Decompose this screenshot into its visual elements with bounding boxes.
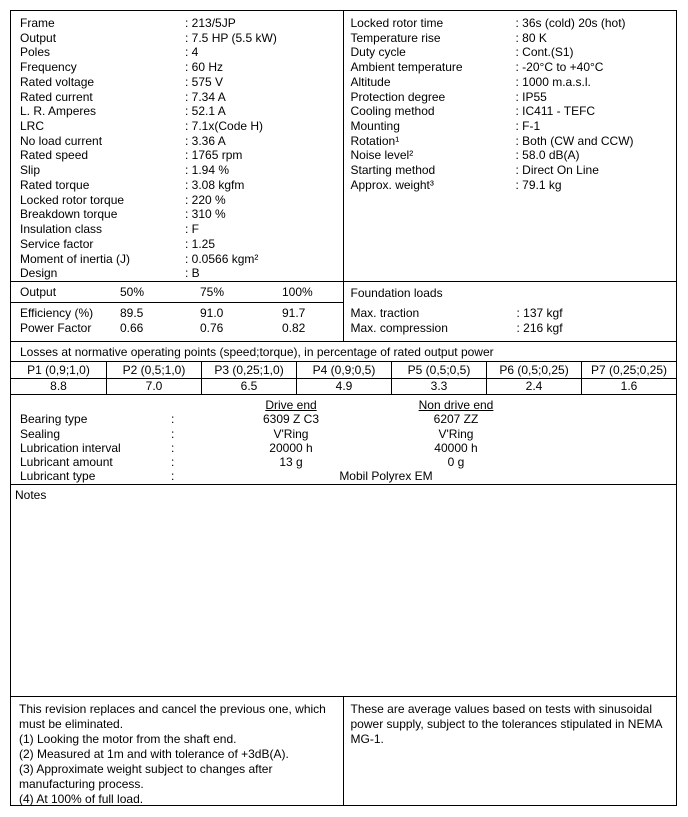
spec-row — [11, 31, 343, 46]
spec-label: Altitude — [350, 74, 391, 89]
spec-row — [344, 60, 677, 75]
spec-label: Rated torque — [20, 177, 90, 192]
spec-row — [11, 16, 343, 31]
spec-label: Frame — [20, 16, 55, 30]
spec-label: No load current — [20, 133, 103, 148]
footer-disclaimer-right — [344, 697, 677, 805]
output-header-label: Output — [20, 284, 57, 299]
efficiency-100: 91.7 — [282, 306, 306, 320]
spec-row — [11, 134, 343, 149]
spec-value: : F — [185, 222, 199, 237]
spec-row — [344, 148, 677, 163]
foundation-loads-title: Foundation loads — [350, 285, 443, 300]
colon-separator — [171, 441, 191, 455]
max-compression-label: Max. compression — [350, 321, 448, 335]
lubricant-type-value: Mobil Polyrex EM — [339, 469, 433, 484]
lubricant-type-label: Lubricant type — [20, 469, 96, 484]
spec-value: : B — [185, 266, 200, 281]
spec-value: : 7.5 HP (5.5 kW) — [185, 31, 277, 46]
spec-value: : Cont.(S1) — [516, 45, 574, 60]
losses-point-header: P2 (0,5;1,0) — [106, 361, 201, 378]
power-factor-row — [11, 321, 343, 336]
spec-value: : 7.34 A — [185, 90, 226, 105]
spec-row — [11, 207, 343, 222]
spec-label: Protection degree — [350, 89, 446, 104]
spec-row — [11, 237, 343, 252]
spec-label: Rated current — [20, 89, 93, 104]
spec-row — [11, 75, 343, 90]
spec-value: : 220 % — [185, 193, 226, 208]
output-header-75: 75% — [200, 284, 225, 299]
spec-row — [344, 90, 677, 105]
bearing-row — [11, 427, 676, 441]
spec-value: : 213/5JP — [185, 16, 236, 31]
colon-separator — [171, 412, 191, 426]
losses-section — [11, 341, 676, 394]
losses-title: Losses at normative operating points (speed;torque), in percentage of rated output power — [20, 344, 494, 359]
bearing-non-drive-end-value: V'Ring — [438, 426, 474, 441]
specs-column-left — [11, 11, 344, 281]
spec-row — [11, 119, 343, 134]
spec-value: : 79.1 kg — [516, 178, 562, 193]
spec-label: L. R. Amperes — [20, 104, 97, 119]
spec-value: : 52.1 A — [185, 104, 226, 119]
losses-point-header: P3 (0,25;1,0) — [201, 361, 296, 378]
spec-value: : -20°C to +40°C — [516, 60, 604, 75]
losses-point-value: 3.3 — [391, 378, 486, 394]
losses-point-header: P7 (0,25;0,25) — [581, 361, 676, 378]
spec-row — [344, 134, 677, 149]
spec-label: Noise level² — [350, 148, 414, 163]
spec-row — [11, 266, 343, 281]
spec-label: Locked rotor torque — [20, 192, 125, 207]
spec-label: Breakdown torque — [20, 207, 118, 222]
spec-label: Frequency — [20, 60, 77, 75]
spec-value: : 310 % — [185, 207, 226, 222]
spec-row — [344, 31, 677, 46]
spec-label: Poles — [20, 45, 51, 60]
footer-note-line: (1) Looking the motor from the shaft end. — [19, 732, 237, 746]
max-traction-value: : 137 kgf — [517, 306, 563, 321]
spec-value: : 1765 rpm — [185, 148, 242, 163]
footer-notes-left — [11, 697, 344, 805]
spec-row — [344, 75, 677, 90]
specs-section — [11, 11, 676, 281]
spec-value: : 80 K — [516, 31, 547, 46]
lubricant-type-row — [11, 469, 676, 483]
bearing-drive-end-value: 20000 h — [269, 440, 313, 455]
spec-label: Duty cycle — [350, 45, 406, 60]
spec-row — [11, 148, 343, 163]
efficiency-label: Efficiency (%) — [20, 306, 94, 320]
spec-label: Rated speed — [20, 148, 89, 163]
footer-note-line: (2) Measured at 1m and with tolerance of +3dB(A). — [19, 747, 289, 761]
spec-row — [344, 178, 677, 193]
power-factor-50: 0.66 — [120, 321, 144, 335]
bearing-non-drive-end-value: 0 g — [447, 455, 465, 470]
spec-value: : 0.0566 kgm² — [185, 252, 258, 267]
spec-row — [344, 16, 677, 31]
losses-point-header: P4 (0,9;0,5) — [296, 361, 391, 378]
spec-label: Rated voltage — [20, 74, 95, 89]
spec-value: : IC411 - TEFC — [516, 104, 596, 119]
spec-value: : 7.1x(Code H) — [185, 119, 263, 134]
losses-point-header: P5 (0,5;0,5) — [391, 361, 486, 378]
spec-row — [11, 104, 343, 119]
losses-point-value: 6.5 — [201, 378, 296, 394]
spec-label: Slip — [20, 163, 41, 178]
spec-row — [11, 163, 343, 178]
bearing-row-label: Sealing — [20, 426, 61, 441]
spec-row — [11, 90, 343, 105]
spec-row — [11, 178, 343, 193]
bearing-drive-end-value: V'Ring — [273, 426, 309, 441]
power-factor-100: 0.82 — [282, 321, 306, 335]
footer-section — [11, 696, 676, 805]
bearing-non-drive-end-value: 40000 h — [434, 440, 478, 455]
spec-label: Ambient temperature — [350, 60, 463, 75]
spec-label: Moment of inertia (J) — [20, 251, 131, 266]
colon-separator — [171, 455, 191, 469]
spec-row — [344, 45, 677, 60]
losses-point-header: P6 (0,5;0,25) — [486, 361, 581, 378]
output-header-50: 50% — [120, 284, 145, 299]
spec-label: LRC — [20, 119, 45, 134]
spec-value: : 3.36 A — [185, 134, 226, 149]
footer-note-line: (3) Approximate weight subject to changes after manufacturing process. — [19, 762, 273, 791]
bearing-row-label: Lubricant amount — [20, 455, 113, 470]
notes-title: Notes — [15, 488, 47, 502]
bearings-rows — [11, 412, 676, 469]
bearings-section — [11, 394, 676, 484]
max-compression-value: : 216 kgf — [517, 321, 563, 336]
power-factor-75: 0.76 — [200, 321, 224, 335]
spec-label: Insulation class — [20, 222, 103, 237]
losses-point-header: P1 (0,9;1,0) — [11, 361, 106, 378]
spec-value: : 58.0 dB(A) — [516, 148, 580, 163]
bearings-header-row — [11, 398, 676, 412]
spec-label: Locked rotor time — [350, 16, 444, 30]
spec-row — [344, 163, 677, 178]
spec-value: : 1.94 % — [185, 163, 229, 178]
max-traction-row — [351, 306, 677, 321]
spec-value: : 4 — [185, 45, 198, 60]
efficiency-75: 91.0 — [200, 306, 224, 320]
spec-value: : F-1 — [516, 119, 541, 134]
spec-row — [344, 119, 677, 134]
spec-label: Output — [20, 30, 57, 45]
drive-end-header: Drive end — [265, 398, 317, 412]
losses-point-value: 1.6 — [581, 378, 676, 394]
motor-datasheet-page — [10, 10, 677, 806]
spec-row — [11, 193, 343, 208]
spec-row — [344, 104, 677, 119]
colon-separator — [171, 427, 191, 441]
spec-label: Design — [20, 266, 58, 281]
bearing-non-drive-end-value: 6207 ZZ — [433, 412, 479, 427]
bearing-row-label: Bearing type — [20, 412, 88, 427]
spec-value: : 3.08 kgfm — [185, 178, 244, 193]
losses-point-value: 7.0 — [106, 378, 201, 394]
spec-value: : 575 V — [185, 75, 223, 90]
spec-value: : IP55 — [516, 90, 547, 105]
bearing-row — [11, 441, 676, 455]
spec-value: : Direct On Line — [516, 163, 599, 178]
spec-value: : 60 Hz — [185, 60, 223, 75]
spec-row — [11, 222, 343, 237]
bearing-row — [11, 455, 676, 469]
spec-value: : 36s (cold) 20s (hot) — [516, 16, 626, 31]
efficiency-row — [11, 306, 343, 321]
spec-value: : 1.25 — [185, 237, 215, 252]
efficiency-50: 89.5 — [120, 306, 144, 320]
spec-label: Temperature rise — [350, 30, 441, 45]
notes-section — [11, 484, 676, 696]
footer-note-line: This revision replaces and cancel the previous one, which must be eliminated. — [19, 702, 326, 731]
spec-row — [11, 252, 343, 267]
spec-label: Starting method — [350, 163, 436, 178]
spec-value: : 1000 m.a.s.l. — [516, 75, 591, 90]
spec-label: Rotation¹ — [350, 133, 400, 148]
colon-separator — [171, 469, 191, 483]
output-foundation-section — [11, 281, 676, 341]
losses-point-value: 4.9 — [296, 378, 391, 394]
power-factor-label: Power Factor — [20, 321, 92, 335]
spec-label: Approx. weight³ — [350, 177, 434, 192]
tolerance-disclaimer-text: These are average values based on tests with sinusoidal power supply, subject to the tolerances stipulated in NEMA MG-1. — [350, 702, 662, 746]
max-compression-row — [351, 321, 677, 336]
specs-column-right — [344, 11, 677, 281]
non-drive-end-header: Non drive end — [418, 398, 494, 412]
bearing-drive-end-value: 13 g — [279, 455, 303, 470]
losses-point-value: 8.8 — [11, 378, 106, 394]
footer-note-line: (4) At 100% of full load. — [19, 792, 144, 806]
spec-value: : Both (CW and CCW) — [516, 134, 634, 149]
bearing-row — [11, 412, 676, 426]
losses-table — [11, 361, 676, 394]
spec-row — [11, 60, 343, 75]
bearing-drive-end-value: 6309 Z C3 — [262, 412, 320, 427]
spec-label: Mounting — [350, 119, 400, 134]
output-table-header-row — [11, 282, 343, 303]
spec-row — [11, 45, 343, 60]
max-traction-label: Max. traction — [350, 306, 420, 320]
foundation-loads — [344, 282, 677, 341]
bearing-row-label: Lubrication interval — [20, 440, 121, 455]
output-load-table — [11, 282, 344, 341]
losses-point-value: 2.4 — [486, 378, 581, 394]
spec-label: Service factor — [20, 236, 94, 251]
spec-label: Cooling method — [350, 104, 435, 119]
output-header-100: 100% — [282, 284, 313, 299]
